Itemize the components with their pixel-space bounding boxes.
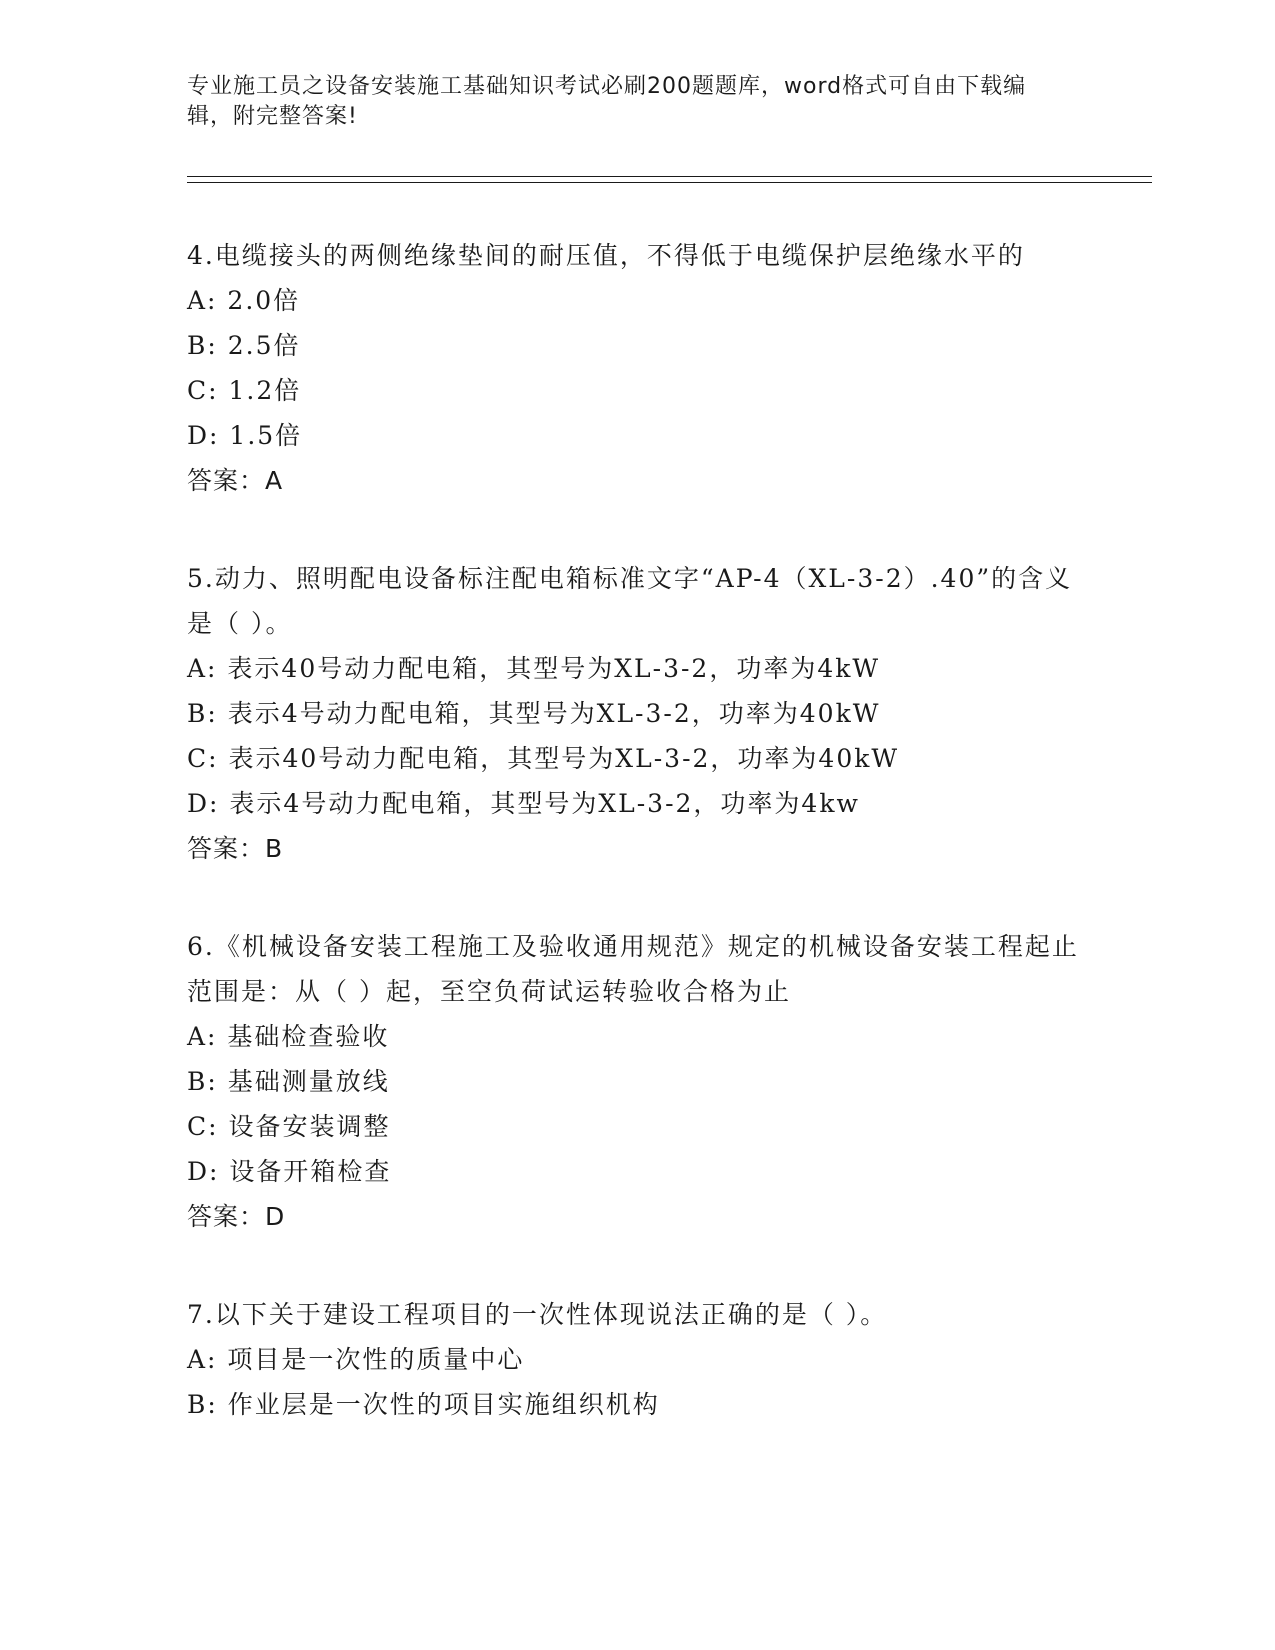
- question-stem: 4.电缆接头的两侧绝缘垫间的耐压值，不得低于电缆保护层绝缘水平的: [187, 241, 1025, 270]
- answer: 答案：B: [187, 834, 284, 863]
- answer: 答案：A: [187, 466, 284, 495]
- option-b: B: 2.5倍: [187, 331, 301, 360]
- option-b: B: 基础测量放线: [187, 1067, 390, 1096]
- option-d: D: 1.5倍: [187, 421, 303, 450]
- answer: 答案：D: [187, 1202, 286, 1231]
- question-7: [187, 1292, 1087, 1427]
- question-6: [187, 924, 1087, 1239]
- option-a: A: 2.0倍: [187, 286, 301, 315]
- option-c: C: 表示40号动力配电箱，其型号为XL-3-2，功率为40kW: [187, 744, 900, 773]
- question-stem: 6.《机械设备安装工程施工及验收通用规范》规定的机械设备安装工程起止范围是：从（ ）起，至空负荷试运转验收合格为止: [187, 932, 1079, 1006]
- option-a: A: 基础检查验收: [187, 1022, 390, 1051]
- document-header: 专业施工员之设备安装施工基础知识考试必刷200题题库，word格式可自由下载编辑，附完整答案!: [187, 74, 1027, 129]
- option-a: A: 项目是一次性的质量中心: [187, 1345, 525, 1374]
- question-list: [187, 233, 1087, 1480]
- question-4: [187, 233, 1087, 503]
- option-c: C: 1.2倍: [187, 376, 302, 405]
- question-5: [187, 556, 1087, 871]
- option-d: D: 设备开箱检查: [187, 1157, 392, 1186]
- option-c: C: 设备安装调整: [187, 1112, 391, 1141]
- option-b: B: 作业层是一次性的项目实施组织机构: [187, 1390, 660, 1419]
- question-stem: 7.以下关于建设工程项目的一次性体现说法正确的是（ ）。: [187, 1300, 888, 1329]
- option-b: B: 表示4号动力配电箱，其型号为XL-3-2，功率为40kW: [187, 699, 881, 728]
- question-stem: 5.动力、照明配电设备标注配电箱标准文字“AP-4（XL-3-2）.40”的含义是（ ）。: [187, 564, 1073, 638]
- header-divider-bottom: [187, 182, 1152, 183]
- header-divider-top: [187, 176, 1152, 177]
- option-a: A: 表示40号动力配电箱，其型号为XL-3-2，功率为4kW: [187, 654, 881, 683]
- option-d: D: 表示4号动力配电箱，其型号为XL-3-2，功率为4kw: [187, 789, 860, 818]
